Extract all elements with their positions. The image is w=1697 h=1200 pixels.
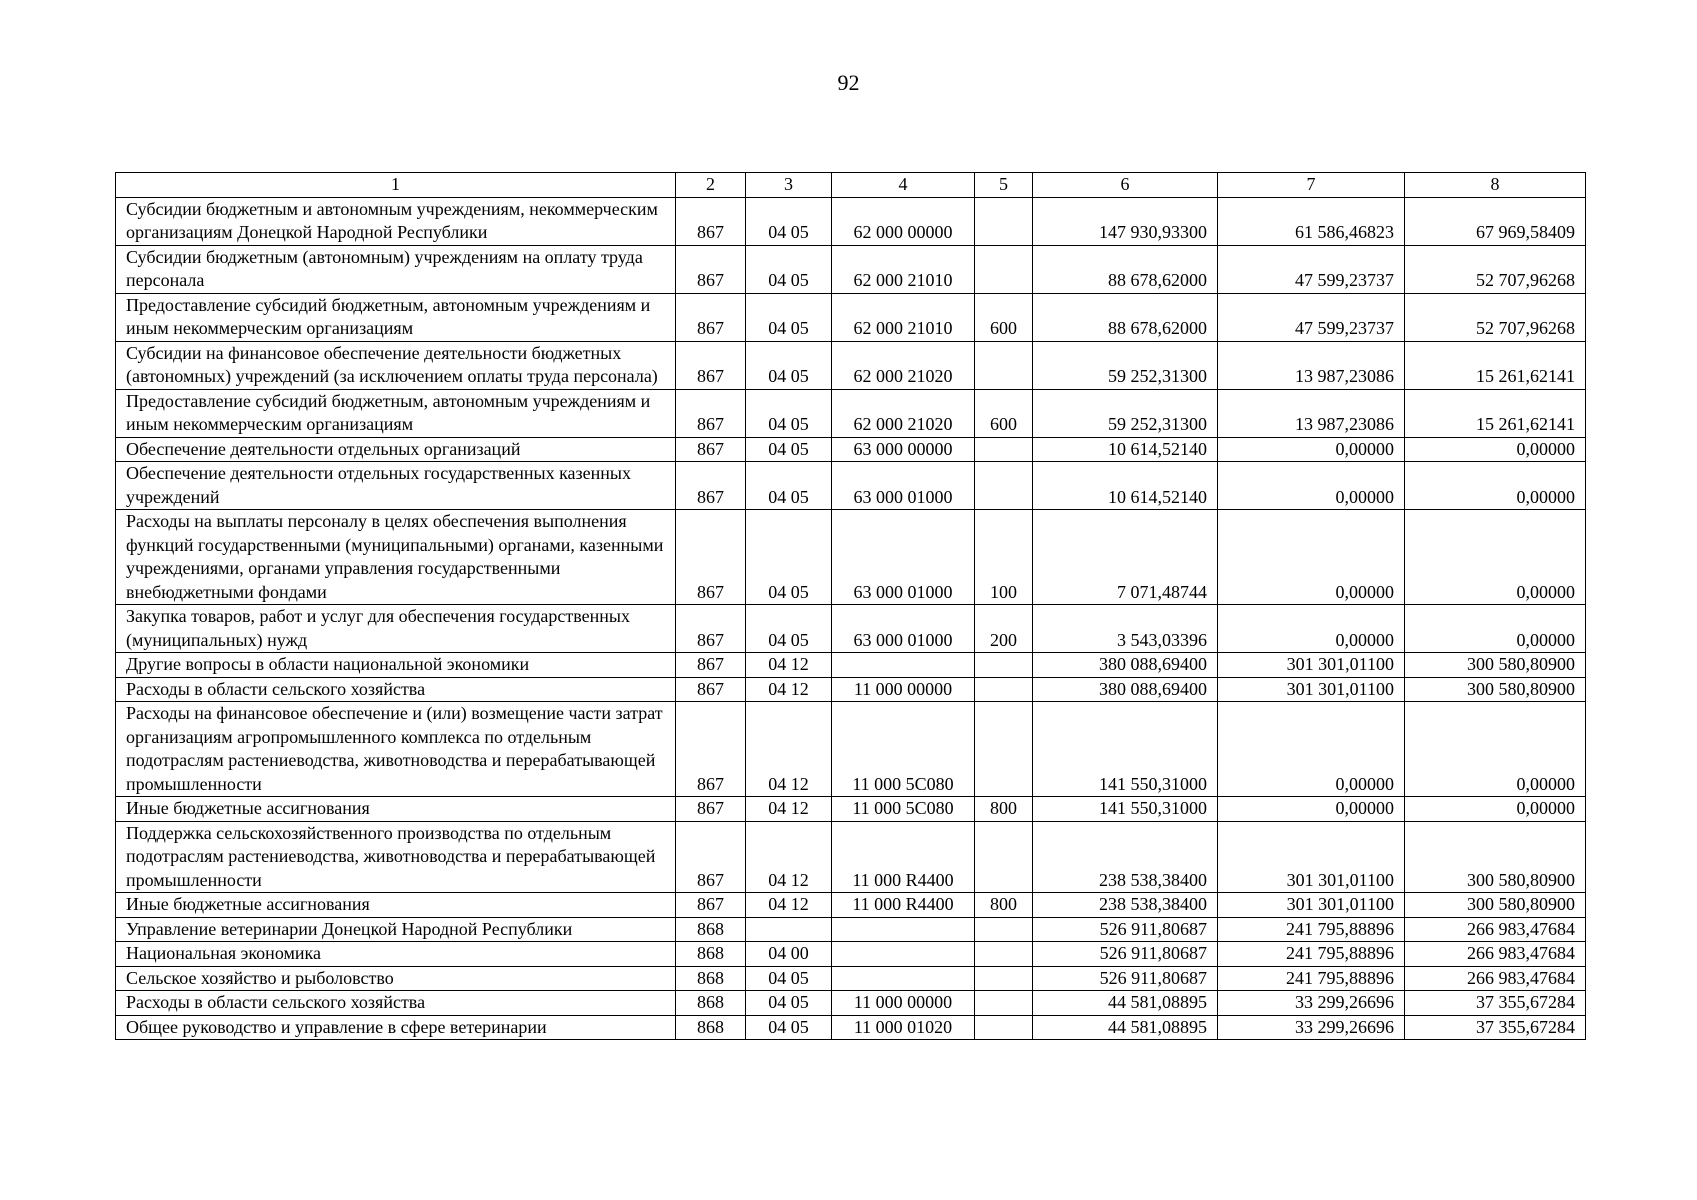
row-description: Иные бюджетные ассигнования bbox=[116, 893, 676, 918]
row-expense-type bbox=[975, 462, 1033, 510]
row-admin-code: 867 bbox=[676, 510, 746, 605]
row-amount-6: 88 678,62000 bbox=[1033, 293, 1218, 341]
row-admin-code: 867 bbox=[676, 245, 746, 293]
row-section-code: 04 12 bbox=[746, 797, 832, 822]
table-row bbox=[116, 510, 1586, 605]
table-row bbox=[116, 821, 1586, 893]
row-description: Другие вопросы в области национальной экономики bbox=[116, 653, 676, 678]
row-description: Сельское хозяйство и рыболовство bbox=[116, 966, 676, 991]
row-amount-7: 0,00000 bbox=[1218, 510, 1405, 605]
table-row bbox=[116, 389, 1586, 437]
row-amount-8: 300 580,80900 bbox=[1405, 821, 1586, 893]
row-target-code: 11 000 5С080 bbox=[832, 797, 975, 822]
row-admin-code: 868 bbox=[676, 917, 746, 942]
row-description: Субсидии на финансовое обеспечение деятельности бюджетных (автономных) учреждений (за исключением оплаты труда персонала) bbox=[116, 341, 676, 389]
row-section-code: 04 05 bbox=[746, 197, 832, 245]
row-amount-6: 526 911,80687 bbox=[1033, 942, 1218, 967]
column-header-1: 1 bbox=[116, 173, 676, 198]
row-section-code: 04 05 bbox=[746, 605, 832, 653]
row-amount-6: 141 550,31000 bbox=[1033, 797, 1218, 822]
row-amount-8: 266 983,47684 bbox=[1405, 917, 1586, 942]
row-amount-6: 147 930,93300 bbox=[1033, 197, 1218, 245]
row-amount-8: 0,00000 bbox=[1405, 510, 1586, 605]
row-section-code: 04 05 bbox=[746, 293, 832, 341]
row-amount-6: 59 252,31300 bbox=[1033, 389, 1218, 437]
row-section-code: 04 12 bbox=[746, 821, 832, 893]
row-description: Обеспечение деятельности отдельных организаций bbox=[116, 437, 676, 462]
row-admin-code: 867 bbox=[676, 893, 746, 918]
column-header-5: 5 bbox=[975, 173, 1033, 198]
row-amount-7: 61 586,46823 bbox=[1218, 197, 1405, 245]
row-section-code: 04 05 bbox=[746, 966, 832, 991]
row-target-code: 62 000 21010 bbox=[832, 293, 975, 341]
row-section-code: 04 12 bbox=[746, 653, 832, 678]
row-description: Обеспечение деятельности отдельных государственных казенных учреждений bbox=[116, 462, 676, 510]
row-description: Общее руководство и управление в сфере ветеринарии bbox=[116, 1015, 676, 1040]
row-section-code: 04 05 bbox=[746, 462, 832, 510]
row-amount-8: 0,00000 bbox=[1405, 437, 1586, 462]
row-amount-8: 300 580,80900 bbox=[1405, 893, 1586, 918]
row-amount-7: 241 795,88896 bbox=[1218, 942, 1405, 967]
row-amount-7: 0,00000 bbox=[1218, 462, 1405, 510]
row-description: Субсидии бюджетным (автономным) учреждениям на оплату труда персонала bbox=[116, 245, 676, 293]
row-amount-8: 0,00000 bbox=[1405, 462, 1586, 510]
row-expense-type bbox=[975, 197, 1033, 245]
row-amount-7: 33 299,26696 bbox=[1218, 1015, 1405, 1040]
row-amount-6: 238 538,38400 bbox=[1033, 893, 1218, 918]
row-expense-type bbox=[975, 677, 1033, 702]
row-amount-8: 0,00000 bbox=[1405, 797, 1586, 822]
row-section-code: 04 05 bbox=[746, 245, 832, 293]
row-admin-code: 868 bbox=[676, 942, 746, 967]
row-expense-type bbox=[975, 245, 1033, 293]
row-target-code: 11 000 01020 bbox=[832, 1015, 975, 1040]
row-amount-6: 44 581,08895 bbox=[1033, 1015, 1218, 1040]
row-amount-8: 52 707,96268 bbox=[1405, 245, 1586, 293]
row-target-code: 63 000 00000 bbox=[832, 437, 975, 462]
table-row bbox=[116, 991, 1586, 1016]
row-expense-type: 800 bbox=[975, 893, 1033, 918]
row-target-code: 11 000 R4400 bbox=[832, 893, 975, 918]
row-expense-type: 200 bbox=[975, 605, 1033, 653]
row-target-code bbox=[832, 917, 975, 942]
table-row bbox=[116, 1015, 1586, 1040]
row-admin-code: 867 bbox=[676, 677, 746, 702]
column-header-8: 8 bbox=[1405, 173, 1586, 198]
row-amount-6: 44 581,08895 bbox=[1033, 991, 1218, 1016]
row-target-code: 63 000 01000 bbox=[832, 462, 975, 510]
row-admin-code: 868 bbox=[676, 991, 746, 1016]
row-section-code: 04 05 bbox=[746, 341, 832, 389]
row-admin-code: 867 bbox=[676, 197, 746, 245]
row-section-code: 04 12 bbox=[746, 677, 832, 702]
table-body bbox=[116, 173, 1586, 1040]
table-row bbox=[116, 677, 1586, 702]
row-admin-code: 867 bbox=[676, 797, 746, 822]
row-amount-6: 59 252,31300 bbox=[1033, 341, 1218, 389]
row-section-code: 04 05 bbox=[746, 389, 832, 437]
row-amount-6: 88 678,62000 bbox=[1033, 245, 1218, 293]
column-header-2: 2 bbox=[676, 173, 746, 198]
row-amount-7: 301 301,01100 bbox=[1218, 821, 1405, 893]
row-amount-7: 301 301,01100 bbox=[1218, 893, 1405, 918]
row-amount-8: 266 983,47684 bbox=[1405, 966, 1586, 991]
row-expense-type bbox=[975, 821, 1033, 893]
row-description: Поддержка сельскохозяйственного производства по отдельным подотраслям растениеводства, животноводства и перерабатывающей промышленности bbox=[116, 821, 676, 893]
table-row bbox=[116, 462, 1586, 510]
row-amount-7: 13 987,23086 bbox=[1218, 341, 1405, 389]
row-admin-code: 867 bbox=[676, 653, 746, 678]
row-amount-6: 380 088,69400 bbox=[1033, 653, 1218, 678]
row-target-code bbox=[832, 966, 975, 991]
row-target-code: 62 000 21020 bbox=[832, 389, 975, 437]
row-description: Расходы в области сельского хозяйства bbox=[116, 991, 676, 1016]
row-expense-type bbox=[975, 653, 1033, 678]
page-number: 92 bbox=[837, 70, 860, 95]
row-amount-8: 67 969,58409 bbox=[1405, 197, 1586, 245]
table-row bbox=[116, 797, 1586, 822]
row-amount-6: 3 543,03396 bbox=[1033, 605, 1218, 653]
row-amount-6: 238 538,38400 bbox=[1033, 821, 1218, 893]
row-section-code: 04 00 bbox=[746, 942, 832, 967]
row-target-code bbox=[832, 942, 975, 967]
row-expense-type bbox=[975, 341, 1033, 389]
row-description: Расходы в области сельского хозяйства bbox=[116, 677, 676, 702]
row-amount-7: 0,00000 bbox=[1218, 437, 1405, 462]
row-expense-type bbox=[975, 966, 1033, 991]
row-amount-6: 7 071,48744 bbox=[1033, 510, 1218, 605]
row-target-code: 11 000 00000 bbox=[832, 677, 975, 702]
row-description: Национальная экономика bbox=[116, 942, 676, 967]
row-amount-6: 380 088,69400 bbox=[1033, 677, 1218, 702]
row-target-code: 62 000 00000 bbox=[832, 197, 975, 245]
row-description: Управление ветеринарии Донецкой Народной Республики bbox=[116, 917, 676, 942]
row-amount-7: 301 301,01100 bbox=[1218, 653, 1405, 678]
row-description: Предоставление субсидий бюджетным, автономным учреждениям и иным некоммерческим организациям bbox=[116, 389, 676, 437]
row-amount-8: 0,00000 bbox=[1405, 702, 1586, 797]
row-target-code: 11 000 00000 bbox=[832, 991, 975, 1016]
row-amount-6: 10 614,52140 bbox=[1033, 437, 1218, 462]
table-row bbox=[116, 653, 1586, 678]
row-amount-7: 33 299,26696 bbox=[1218, 991, 1405, 1016]
row-admin-code: 867 bbox=[676, 702, 746, 797]
row-amount-8: 37 355,67284 bbox=[1405, 991, 1586, 1016]
row-amount-7: 13 987,23086 bbox=[1218, 389, 1405, 437]
row-expense-type bbox=[975, 1015, 1033, 1040]
row-amount-8: 300 580,80900 bbox=[1405, 677, 1586, 702]
row-expense-type bbox=[975, 991, 1033, 1016]
table-row bbox=[116, 341, 1586, 389]
row-amount-8: 52 707,96268 bbox=[1405, 293, 1586, 341]
row-amount-7: 47 599,23737 bbox=[1218, 245, 1405, 293]
row-target-code bbox=[832, 653, 975, 678]
row-amount-6: 526 911,80687 bbox=[1033, 917, 1218, 942]
column-header-6: 6 bbox=[1033, 173, 1218, 198]
header-row bbox=[116, 173, 1586, 198]
row-amount-6: 526 911,80687 bbox=[1033, 966, 1218, 991]
row-amount-7: 241 795,88896 bbox=[1218, 966, 1405, 991]
budget-table bbox=[115, 172, 1586, 1040]
table-row bbox=[116, 245, 1586, 293]
row-amount-8: 15 261,62141 bbox=[1405, 341, 1586, 389]
row-description: Расходы на финансовое обеспечение и (или) возмещение части затрат организациям агропромышленного комплекса по отдельным подотраслям растениеводства, животноводства и перерабатывающей промышленности bbox=[116, 702, 676, 797]
table-row bbox=[116, 605, 1586, 653]
row-description: Иные бюджетные ассигнования bbox=[116, 797, 676, 822]
row-admin-code: 867 bbox=[676, 341, 746, 389]
row-admin-code: 868 bbox=[676, 966, 746, 991]
row-admin-code: 868 bbox=[676, 1015, 746, 1040]
row-section-code: 04 05 bbox=[746, 437, 832, 462]
column-header-7: 7 bbox=[1218, 173, 1405, 198]
row-amount-8: 266 983,47684 bbox=[1405, 942, 1586, 967]
row-target-code: 62 000 21010 bbox=[832, 245, 975, 293]
row-expense-type bbox=[975, 942, 1033, 967]
row-amount-7: 0,00000 bbox=[1218, 605, 1405, 653]
table-row bbox=[116, 917, 1586, 942]
row-amount-8: 15 261,62141 bbox=[1405, 389, 1586, 437]
row-admin-code: 867 bbox=[676, 293, 746, 341]
row-section-code bbox=[746, 917, 832, 942]
row-target-code: 11 000 5С080 bbox=[832, 702, 975, 797]
row-expense-type bbox=[975, 437, 1033, 462]
table-row bbox=[116, 197, 1586, 245]
row-admin-code: 867 bbox=[676, 437, 746, 462]
row-section-code: 04 05 bbox=[746, 991, 832, 1016]
row-admin-code: 867 bbox=[676, 389, 746, 437]
table-row bbox=[116, 893, 1586, 918]
row-amount-6: 10 614,52140 bbox=[1033, 462, 1218, 510]
row-admin-code: 867 bbox=[676, 462, 746, 510]
table-row bbox=[116, 942, 1586, 967]
row-amount-8: 37 355,67284 bbox=[1405, 1015, 1586, 1040]
row-admin-code: 867 bbox=[676, 821, 746, 893]
row-amount-7: 47 599,23737 bbox=[1218, 293, 1405, 341]
table-row bbox=[116, 437, 1586, 462]
row-section-code: 04 12 bbox=[746, 893, 832, 918]
column-header-3: 3 bbox=[746, 173, 832, 198]
row-admin-code: 867 bbox=[676, 605, 746, 653]
row-description: Расходы на выплаты персоналу в целях обеспечения выполнения функций государственными (муниципальными) органами, казенными учреждениями, органами управления государственными внебюджетными фондами bbox=[116, 510, 676, 605]
row-section-code: 04 05 bbox=[746, 510, 832, 605]
row-amount-6: 141 550,31000 bbox=[1033, 702, 1218, 797]
row-section-code: 04 12 bbox=[746, 702, 832, 797]
row-description: Субсидии бюджетным и автономным учреждениям, некоммерческим организациям Донецкой Народной Республики bbox=[116, 197, 676, 245]
table-row bbox=[116, 293, 1586, 341]
column-header-4: 4 bbox=[832, 173, 975, 198]
row-amount-7: 241 795,88896 bbox=[1218, 917, 1405, 942]
row-expense-type: 600 bbox=[975, 293, 1033, 341]
row-description: Предоставление субсидий бюджетным, автономным учреждениям и иным некоммерческим организациям bbox=[116, 293, 676, 341]
row-expense-type: 800 bbox=[975, 797, 1033, 822]
row-amount-7: 301 301,01100 bbox=[1218, 677, 1405, 702]
row-target-code: 62 000 21020 bbox=[832, 341, 975, 389]
row-amount-7: 0,00000 bbox=[1218, 797, 1405, 822]
row-expense-type bbox=[975, 702, 1033, 797]
row-expense-type: 100 bbox=[975, 510, 1033, 605]
row-target-code: 63 000 01000 bbox=[832, 510, 975, 605]
row-target-code: 11 000 R4400 bbox=[832, 821, 975, 893]
row-amount-7: 0,00000 bbox=[1218, 702, 1405, 797]
table-row bbox=[116, 702, 1586, 797]
row-expense-type bbox=[975, 917, 1033, 942]
row-amount-8: 300 580,80900 bbox=[1405, 653, 1586, 678]
row-expense-type: 600 bbox=[975, 389, 1033, 437]
row-description: Закупка товаров, работ и услуг для обеспечения государственных (муниципальных) нужд bbox=[116, 605, 676, 653]
row-target-code: 63 000 01000 bbox=[832, 605, 975, 653]
table-row bbox=[116, 966, 1586, 991]
row-section-code: 04 05 bbox=[746, 1015, 832, 1040]
row-amount-8: 0,00000 bbox=[1405, 605, 1586, 653]
